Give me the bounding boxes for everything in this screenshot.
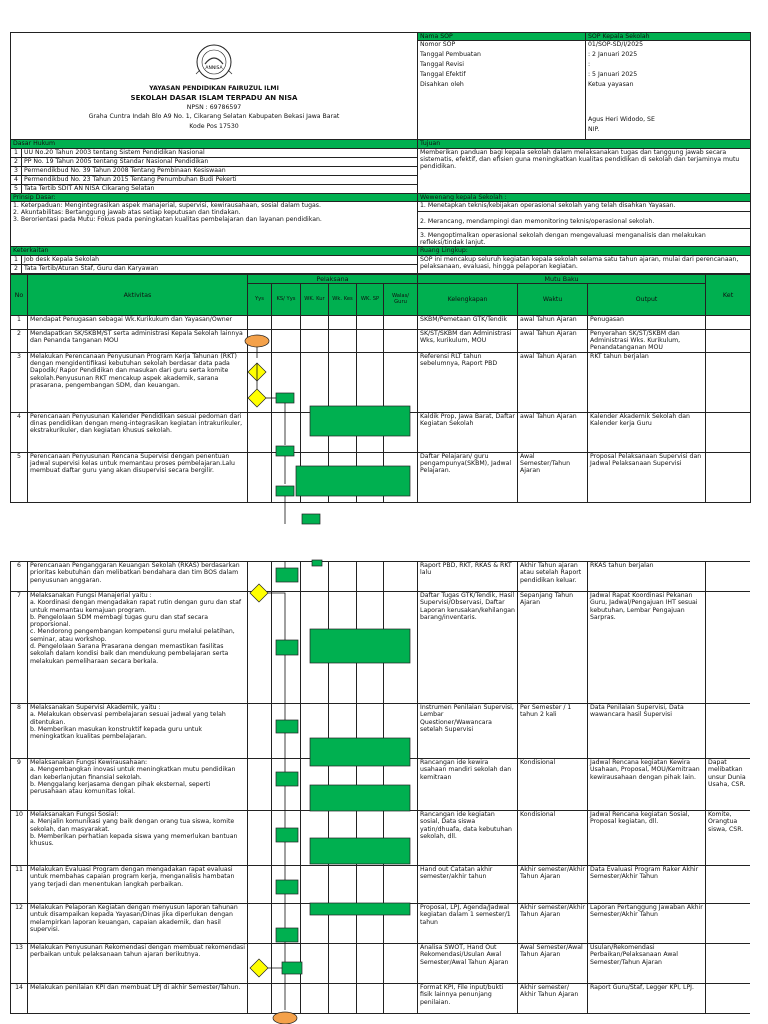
col-mutu-baku: Mutu Baku (418, 274, 706, 283)
activity-kelengkapan: Proposal, LPJ, Agenda/Jadwal kegiatan dalam 1 semester/1 tahun (418, 904, 518, 944)
prinsip-title: Prinsip Dasar: (11, 193, 418, 201)
role-lane (272, 866, 301, 904)
role-lane (384, 592, 418, 704)
postal-code: Kode Pos 17530 (189, 122, 239, 130)
sop-value: Ketua yayasan (586, 81, 751, 91)
activity-no: 12 (11, 904, 28, 944)
role-lane (301, 592, 329, 704)
activity-waktu: Akhir Tahun ajaran atau setelah Raport pendidikan keluar. (518, 562, 588, 592)
activity-kelengkapan: SK/ST/SKBM dan Administrasi Wks, kurikulum, MOU (418, 329, 518, 352)
dasar-hukum-item: UU No.20 Tahun 2003 tentang Sistem Pendidikan Nasional (22, 148, 418, 157)
role-lane (384, 412, 418, 452)
role-lane (329, 866, 357, 904)
role-lane (272, 412, 301, 452)
col-pelaksana: Pelaksana (248, 274, 418, 283)
activity-ket (706, 315, 751, 329)
activity-row (11, 984, 751, 1014)
role-lane (329, 315, 357, 329)
activity-kelengkapan: Daftar Pelajaran/ guru pengampunya(SKBM), Jadwal Pelajaran. (418, 452, 518, 502)
svg-text:ANNISA: ANNISA (205, 66, 223, 72)
role-lane (357, 452, 384, 502)
wewenang-list (418, 201, 751, 247)
role-lane (272, 904, 301, 944)
role-lane (301, 811, 329, 866)
role-lane (329, 904, 357, 944)
role-lane (329, 412, 357, 452)
school-address: Graha Cuntra Indah Blo A9 No. 1, Cikarang Selatan Kabupaten Bekasi Jawa Barat (88, 113, 340, 121)
activity-row (11, 904, 751, 944)
role-lane (384, 759, 418, 811)
activity-waktu: awal Tahun Ajaran (518, 315, 588, 329)
activity-kelengkapan: Raport PBD, RKT, RKAS & RKT lalu (418, 562, 518, 592)
role-lane (329, 562, 357, 592)
role-lane (272, 704, 301, 759)
role-lane (357, 811, 384, 866)
activity-ket (706, 704, 751, 759)
role-lane (384, 562, 418, 592)
activity-no: 9 (11, 759, 28, 811)
keterkaitan-title: Keterkaitan (11, 247, 418, 255)
activity-ket (706, 452, 751, 502)
signer-nip: NIP. (586, 126, 751, 140)
sop-label: Disahkan oleh (418, 81, 586, 91)
role-lane (248, 412, 272, 452)
role-lane (301, 412, 329, 452)
activity-waktu: Per Semester / 1 tahun 2 kali (518, 704, 588, 759)
activity-output: Penugasan (588, 315, 706, 329)
activity-no: 3 (11, 352, 28, 412)
role-lane (384, 811, 418, 866)
role-lane (301, 704, 329, 759)
activity-no: 1 (11, 315, 28, 329)
tujuan-text: Memberikan panduan bagi kepala sekolah dalam melaksanakan tugas dan tanggung jawab secara sistematis, efektif, dan efisien guna meningkatkan kualitas pendidikan di sekolah dan terjaminya mutu pendidikan. (418, 148, 751, 193)
npsn: NPSN : 69786597 (186, 104, 242, 112)
role-lane (357, 704, 384, 759)
activity-ket: Komite, Orangtua siswa, CSR. (706, 811, 751, 866)
role-lane (272, 562, 301, 592)
ruang-lingkup-text: SOP ini mencakup seluruh kegiatan kepala sekolah selama satu tahun ajaran, mulai dari perencanaan, pelaksanaan, evaluasi, hingga pelaporan kegiatan. (418, 255, 751, 273)
activity-row (11, 811, 751, 866)
activity-waktu: Kondisional (518, 759, 588, 811)
wewenang-item: 2. Merancang, mendampingi dan memonitoring teknis/operasional sekolah. (418, 218, 750, 229)
activity-ket (706, 352, 751, 412)
dasar-hukum-item: Permendikbud No. 23 Tahun 2015 Tentang Penumbuhan Budi Pekerti (22, 175, 418, 184)
role-lane (248, 944, 272, 984)
role-lane (384, 704, 418, 759)
role-lane (357, 984, 384, 1014)
sop-label: Tanggal Pembuatan (418, 51, 586, 61)
role-lane (248, 904, 272, 944)
role-lane (301, 759, 329, 811)
activity-ket (706, 562, 751, 592)
activity-waktu: Akhir semester/ Akhir Tahun Ajaran (518, 984, 588, 1014)
activity-row (11, 592, 751, 704)
activity-text: Perencanaan Penyusunan Rencana Supervisi dengan penentuan jadwal supervisi kelas untuk memantau proses pembelajaran.Lalu membuat daftar guru yang akan disupervisi secara bergilir. (28, 452, 248, 502)
activity-waktu: Akhir semester/Akhir Tahun Ajaran (518, 904, 588, 944)
role-lane (248, 352, 272, 412)
role-lane (384, 352, 418, 412)
activity-output: Raport Guru/Staf, Legger KPI, LPJ. (588, 984, 706, 1014)
activity-text: Melaksanakan Fungsi Manajerial yaitu : a. Koordinasi dengan mengadakan rapat rutin dengan guru dan staf untuk memantau kemajuan program. b. Pengelolaan SDM membagi tugas guru dan staf secara proporsional. c. Mendorong pengembangan kompetensi guru melalui pelatihan, seminar, atau workshop. d. Pengelolaan Sarana Prasarana dengan memastikan fasilitas sekolah dalam kondisi baik dan mendukung pembelajaran serta melakukan pemeliharaan secara berkala. (28, 592, 248, 704)
activity-kelengkapan: SKBM/Pemetaan GTK/Tendik (418, 315, 518, 329)
role-lane (357, 412, 384, 452)
role-lane (248, 759, 272, 811)
activity-ket: Dapat melibatkan unsur Dunia Usaha, CSR. (706, 759, 751, 811)
dasar-hukum-item: Permendikbud No. 39 Tahun 2008 Tentang Pembinaan Kesiswaan (22, 166, 418, 175)
activity-kelengkapan: Referensi RLT tahun sebelumnya, Raport PBD (418, 352, 518, 412)
activity-ket (706, 412, 751, 452)
activity-kelengkapan: Format KPI, File input/bukti fisik lainnya penunjang penilaian. (418, 984, 518, 1014)
wewenang-item: 3. Mengoptimalkan operasional sekolah dengan mengevaluasi menganalisis dan melakukan refleksi/tindak lanjut. (420, 231, 706, 247)
role-lane (272, 315, 301, 329)
role-lane (301, 352, 329, 412)
role-lane (384, 452, 418, 502)
role-lane (357, 592, 384, 704)
role-lane (301, 944, 329, 984)
role-lane (357, 352, 384, 412)
role-lane (272, 452, 301, 502)
activity-kelengkapan: Hand out Catatan akhir semester/akhir tahun (418, 866, 518, 904)
activity-ket (706, 984, 751, 1014)
activity-no: 10 (11, 811, 28, 866)
activity-output: Kalender Akademik Sekolah dan Kalender kerja Guru (588, 412, 706, 452)
activity-output: Jadwal Rapat Koordinasi Pekanan Guru, Jadwal/Pengajuan IHT sesuai kebutuhan, Lembar Pengajuan Sarpras. (588, 592, 706, 704)
activity-table-2 (10, 561, 750, 1014)
activity-ket (706, 944, 751, 984)
role-lane (248, 984, 272, 1014)
role-lane (248, 562, 272, 592)
activity-row (11, 412, 751, 452)
role-lane (329, 592, 357, 704)
role-lane (357, 866, 384, 904)
activity-row (11, 944, 751, 984)
role-lane (248, 866, 272, 904)
activity-output: Proposal Pelaksanaan Supervisi dan Jadwal Pelaksanaan Supervisi (588, 452, 706, 502)
role-lane (248, 329, 272, 352)
col-role: WK. SP (357, 283, 384, 315)
school-identity (11, 33, 418, 140)
col-ket: Ket (706, 274, 751, 315)
role-lane (384, 866, 418, 904)
ruang-lingkup-title: Ruang Lingkup: (418, 247, 751, 255)
dasar-hukum-item: Tata Tertib SDIT AN NISA Cikarang Selatan (22, 184, 418, 193)
role-lane (329, 352, 357, 412)
col-aktivitas: Aktivitas (28, 274, 248, 315)
activity-text: Melaksanakan Fungsi Kewirausahaan: a. Mengembangkan inovasi untuk meningkatkan mutu pendidikan dan keberlanjutan finansial sekolah. b. Menggalang kerjasama dengan pihak eksternal, seperti perusahaan atau komunitas lokal. (28, 759, 248, 811)
activity-kelengkapan: Rancangan ide kegiatan sosial, Data siswa yatin/dhuafa, data kebutuhan sekolah, dll. (418, 811, 518, 866)
role-lane (329, 944, 357, 984)
role-lane (384, 984, 418, 1014)
activity-output: Jadwal Rencana kegiatan Sosial, Proposal kegiatan, dll. (588, 811, 706, 866)
col-kelengkapan: Kelengkapan (418, 283, 518, 315)
role-lane (301, 315, 329, 329)
activity-kelengkapan: Instrumen Penilaian Supervisi, Lembar Questioner/Wawancara setelah Supervisi (418, 704, 518, 759)
activity-row (11, 759, 751, 811)
role-lane (272, 984, 301, 1014)
activity-text: Melaksanakan Supervisi Akademik, yaitu : a. Melakukan observasi pembelajaran sesuai jadwal yang telah ditentukan. b. Memberikan masukan konstruktif kepada guru untuk meningkatkan kualitas pembelajaran. (28, 704, 248, 759)
role-lane (272, 352, 301, 412)
role-lane (357, 944, 384, 984)
role-lane (357, 904, 384, 944)
activity-table-1 (10, 274, 751, 503)
activity-kelengkapan: Analisa SWOT, Hand Out Rekomendasi/Usulan Awal Semester/Awal Tahun Ajaran (418, 944, 518, 984)
activity-no: 6 (11, 562, 28, 592)
logo-emblem (13, 42, 415, 84)
role-lane (301, 984, 329, 1014)
sop-value: : 2 Januari 2025 (586, 51, 751, 61)
col-role: Walas/ Guru (384, 283, 418, 315)
activity-waktu: Akhir semester/Akhir Tahun Ajaran (518, 866, 588, 904)
role-lane (301, 904, 329, 944)
activity-output: RKAS tahun berjalan (588, 562, 706, 592)
sop-label: Tanggal Efektif (418, 71, 586, 81)
role-lane (248, 592, 272, 704)
activity-output: Usulan/Rekomendasi Perbaikan/Pelaksanaan Awal Semester/Tahun Ajaran (588, 944, 706, 984)
sop-page-2 (10, 561, 750, 1024)
role-lane (301, 329, 329, 352)
dasar-hukum-title: Dasar Hukum (11, 140, 418, 148)
role-lane (301, 866, 329, 904)
prinsip-list (11, 201, 418, 247)
activity-row (11, 352, 751, 412)
col-role: WK. Kur (301, 283, 329, 315)
activity-output: Data Penilaian Supervisi, Data wawancara hasil Supervisi (588, 704, 706, 759)
role-lane (248, 704, 272, 759)
activity-no: 2 (11, 329, 28, 352)
activity-row (11, 704, 751, 759)
sop-page-1 (10, 32, 750, 524)
col-role: Yys (248, 283, 272, 315)
activity-text: Melakukan Evaluasi Program dengan mengadakan rapat evaluasi untuk membahas capaian program kerja, menganalisis hambatan yang terjadi dan menentukan langkah perbaikan. (28, 866, 248, 904)
tujuan-title: Tujuan (418, 140, 751, 148)
activity-no: 7 (11, 592, 28, 704)
activity-waktu: Awal Semester/Tahun Ajaran (518, 452, 588, 502)
activity-text: Melakukan Penyusunan Rekomendasi dengan membuat rekomendasi perbaikan untuk pelaksanaan tahun ajaran berikutnya. (28, 944, 248, 984)
activity-row (11, 866, 751, 904)
activity-output: RKT tahun berjalan (588, 352, 706, 412)
role-lane (384, 315, 418, 329)
role-lane (248, 452, 272, 502)
activity-text: Melaksanakan Fungsi Sosial: a. Menjalin komunikasi yang baik dengan orang tua siswa, komite sekolah, dan masyarakat. b. Memberikan perhatian kepada siswa yang memerlukan bantuan khusus. (28, 811, 248, 866)
wewenang-item: 1. Menetapkan teknis/kebijakan operasional sekolah yang telah disahkan Yayasan. (418, 202, 750, 212)
activity-text: Perencanaan Penyusunan Kalender Pendidikan sesuai pedoman dari dinas pendidikan dengan meng-integrasikan kegiatan intrakurikuler, ekstrakurikuler, dan kegiatan khusus sekolah. (28, 412, 248, 452)
role-lane (301, 562, 329, 592)
role-lane (384, 904, 418, 944)
role-lane (329, 452, 357, 502)
sop-name-label: Nama SOP (418, 33, 586, 41)
signer-name: Agus Heri Widodo, SE (586, 116, 751, 126)
role-lane (329, 984, 357, 1014)
prinsip-item: 3. Berorientasi pada Mutu: Fokus pada peningkatan kualitas pembelajaran dan layanan pendidikan. (13, 216, 322, 224)
foundation-name: YAYASAN PENDIDIKAN FAIRUZUL ILMI (149, 84, 279, 92)
activity-no: 4 (11, 412, 28, 452)
sop-value: 01/SOP-SD/I/2025 (586, 41, 751, 51)
role-lane (272, 944, 301, 984)
activity-kelengkapan: Daftar Tugas GTK/Tendik, Hasil Supervisi/Observasi, Daftar Laporan kerusakan/kehilangan barang/inventaris. (418, 592, 518, 704)
keterkaitan-item: Job desk Kepala Sekolah (22, 255, 418, 264)
role-lane (329, 759, 357, 811)
role-lane (329, 329, 357, 352)
role-lane (357, 315, 384, 329)
activity-output: Penyerahan SK/ST/SKBM dan Administrasi Wks. Kurikulum, Penandatanganan MOU (588, 329, 706, 352)
role-lane (301, 452, 329, 502)
activity-no: 11 (11, 866, 28, 904)
activity-output: Jadwal Rencana kegiatan Kewira Usahaan, Proposal, MOU/Kemitraan kewirausahaan dengan pihak lain. (588, 759, 706, 811)
school-name: SEKOLAH DASAR ISLAM TERPADU AN NISA (130, 93, 298, 102)
activity-output: Data Evaluasi Program Raker Akhir Semester/Akhir Tahun (588, 866, 706, 904)
activity-ket (706, 329, 751, 352)
activity-ket (706, 592, 751, 704)
activity-waktu: Awal Semester/Awal Tahun Ajaran (518, 944, 588, 984)
role-lane (329, 811, 357, 866)
sop-label: Tanggal Revisi (418, 61, 586, 71)
sop-header-table: ANNISA YAYASAN PENDIDIKAN FAIRUZUL ILMI SEKOLAH DASAR ISLAM TERPADU AN NISA NPSN : 69786597 Graha Cuntra Indah Blo A9 No. 1, Cikarang Selatan Kabupaten Bekasi Jawa Barat Kode Pos 17530 Nama SOP SOP Kepala Sekolah Nomor SOP 01/SOP-SD/I/2025 Tanggal Pembuatan : 2 Januari 2025 Tanggal Revisi : Tanggal Efektif : 5 Januari 2025 Disahkan oleh Ketua yayasan Agus Heri Widodo, SE NIP. Dasar Hukum Tujuan 1 UU No.20 Tahun 2003 tentang Sistem Pendidikan Nasional Memberikan panduan bagi kepala sekolah dalam melaksanakan tugas dan tanggung jawab secara sistematis, efektif, dan efisien guna meningkatkan kualitas pendidikan di sekolah dan terjaminya mutu pendidikan. 2 PP No. 19 Tahun 2005 tentang Standar Nasional Pendidikan 3 Permendikbud No. 39 Tahun 2008 Tentang Pembinaan Kesiswaan 4 Permendikbud No. 23 Tahun 2015 Tentang Penumbuhan Budi Pekerti 5 Tata Tertib SDIT AN NISA Cikarang Selatan Prinsip Dasar: Wewenang kepala Sekolah : 1. Keterpaduan: Mengintegrasikan aspek manajerial, supervisi, kewirausahaan, sosial dalam tugas. 2. Akuntabilitas: Bertanggung jawab atas setiap keputusan dan tindakan. 3. Berorientasi pada Mutu: Fokus pada peningkatan kualitas pembelajaran dan layanan pendidikan. 1. Menetapkan teknis/kebijakan operasional sekolah yang telah disahkan Yayasan. 2. Merancang, mendampingi dan memonitoring teknis/operasional sekolah. 3. Mengoptimalkan operasional sekolah dengan mengevaluasi menganalisis dan melakukan refleksi/tindak lanjut. Keterkaitan Ruang Lingkup: 1 Job desk Kepala Sekolah SOP ini mencakup seluruh kegiatan kepala sekolah selama satu tahun ajaran, mulai dari perencanaan, pelaksanaan, evaluasi, hingga pelaporan kegiatan. 2 Tata Tertib/Aturan Staf, Guru dan Karyawan (10, 32, 751, 274)
role-lane (272, 329, 301, 352)
sop-name-value: SOP Kepala Sekolah (586, 33, 751, 41)
activity-text: Mendapatkan SK/SKBM/ST serta administrasi Kepala Sekolah lainnya dan Penanda tanganan MOU (28, 329, 248, 352)
wewenang-title: Wewenang kepala Sekolah : (418, 193, 751, 201)
activity-waktu: awal Tahun Ajaran (518, 329, 588, 352)
activity-no: 14 (11, 984, 28, 1014)
role-lane (272, 811, 301, 866)
role-lane (357, 562, 384, 592)
col-output: Output (588, 283, 706, 315)
activity-ket (706, 904, 751, 944)
col-no: No (11, 274, 28, 315)
prinsip-item: 1. Keterpaduan: Mengintegrasikan aspek manajerial, supervisi, kewirausahaan, sosial dalam tugas. (13, 201, 322, 209)
role-lane (272, 592, 301, 704)
activity-no: 13 (11, 944, 28, 984)
role-lane (384, 944, 418, 984)
activity-waktu: Kondisional (518, 811, 588, 866)
activity-kelengkapan: Kaldik Prop, Jawa Barat, Daftar Kegiatan Sekolah (418, 412, 518, 452)
role-lane (357, 759, 384, 811)
sop-value: : (586, 61, 751, 71)
activity-waktu: Sepanjang Tahun Ajaran (518, 592, 588, 704)
activity-text: Melakukan Perencanaan Penyusunan Program Kerja Tahunan (RKT) dengan mengidentifikasi kebutuhan sekolah berdasar data pada Dapodik/ Rapor Pendidikan dan masukan dari guru serta komite sekolah.Penyusunan RKT mencakup aspek akademik, sarana prasarana, pengembangan SDM, dan keuangan. (28, 352, 248, 412)
activity-text: Mendapat Penugasan sebagai Wk.Kurikukum dan Yayasan/Owner (28, 315, 248, 329)
role-lane (248, 315, 272, 329)
role-lane (248, 811, 272, 866)
activity-row (11, 452, 751, 502)
activity-output: Laporan Pertanggung Jawaban Akhir Semester/Akhir Tahun (588, 904, 706, 944)
role-lane (384, 329, 418, 352)
activity-ket (706, 866, 751, 904)
sop-value: : 5 Januari 2025 (586, 71, 751, 81)
activity-waktu: awal Tahun Ajaran (518, 412, 588, 452)
sop-label: Nomor SOP (418, 41, 586, 51)
dasar-hukum-item: PP No. 19 Tahun 2005 tentang Standar Nasional Pendidikan (22, 157, 418, 166)
activity-kelengkapan: Rancangan ide kewira usahaan mandiri sekolah dan kemitraan (418, 759, 518, 811)
activity-no: 8 (11, 704, 28, 759)
activity-text: Melakukan Pelaporan Kegiatan dengan menyusun laporan tahunan untuk disampaikan kepada Yayasan/Dinas jika diperlukan dengan melampirkan laporan keuangan, capaian akademik, dan hasil supervisi. (28, 904, 248, 944)
activity-row (11, 329, 751, 352)
col-role: KS/ Yys (272, 283, 301, 315)
prinsip-item: 2. Akuntabilitas: Bertanggung jawab atas setiap keputusan dan tindakan. (13, 209, 241, 217)
page-gap (0, 524, 768, 561)
keterkaitan-item: Tata Tertib/Aturan Staf, Guru dan Karyawan (22, 264, 418, 273)
role-lane (272, 759, 301, 811)
activity-text: Melakukan penilaian KPI dan membuat LPJ di akhir Semester/Tahun. (28, 984, 248, 1014)
activity-text: Perencanaan Penganggaran Keuangan Sekolah (RKAS) berdasarkan prioritas kebutuhan dan melibatkan bendahara dan tim BOS dalam penyusunan anggaran. (28, 562, 248, 592)
role-lane (357, 329, 384, 352)
col-waktu: Waktu (518, 283, 588, 315)
activity-waktu: awal Tahun Ajaran (518, 352, 588, 412)
activity-row (11, 562, 751, 592)
role-lane (329, 704, 357, 759)
col-role: Wk. Kes (329, 283, 357, 315)
activity-no: 5 (11, 452, 28, 502)
activity-row (11, 315, 751, 329)
